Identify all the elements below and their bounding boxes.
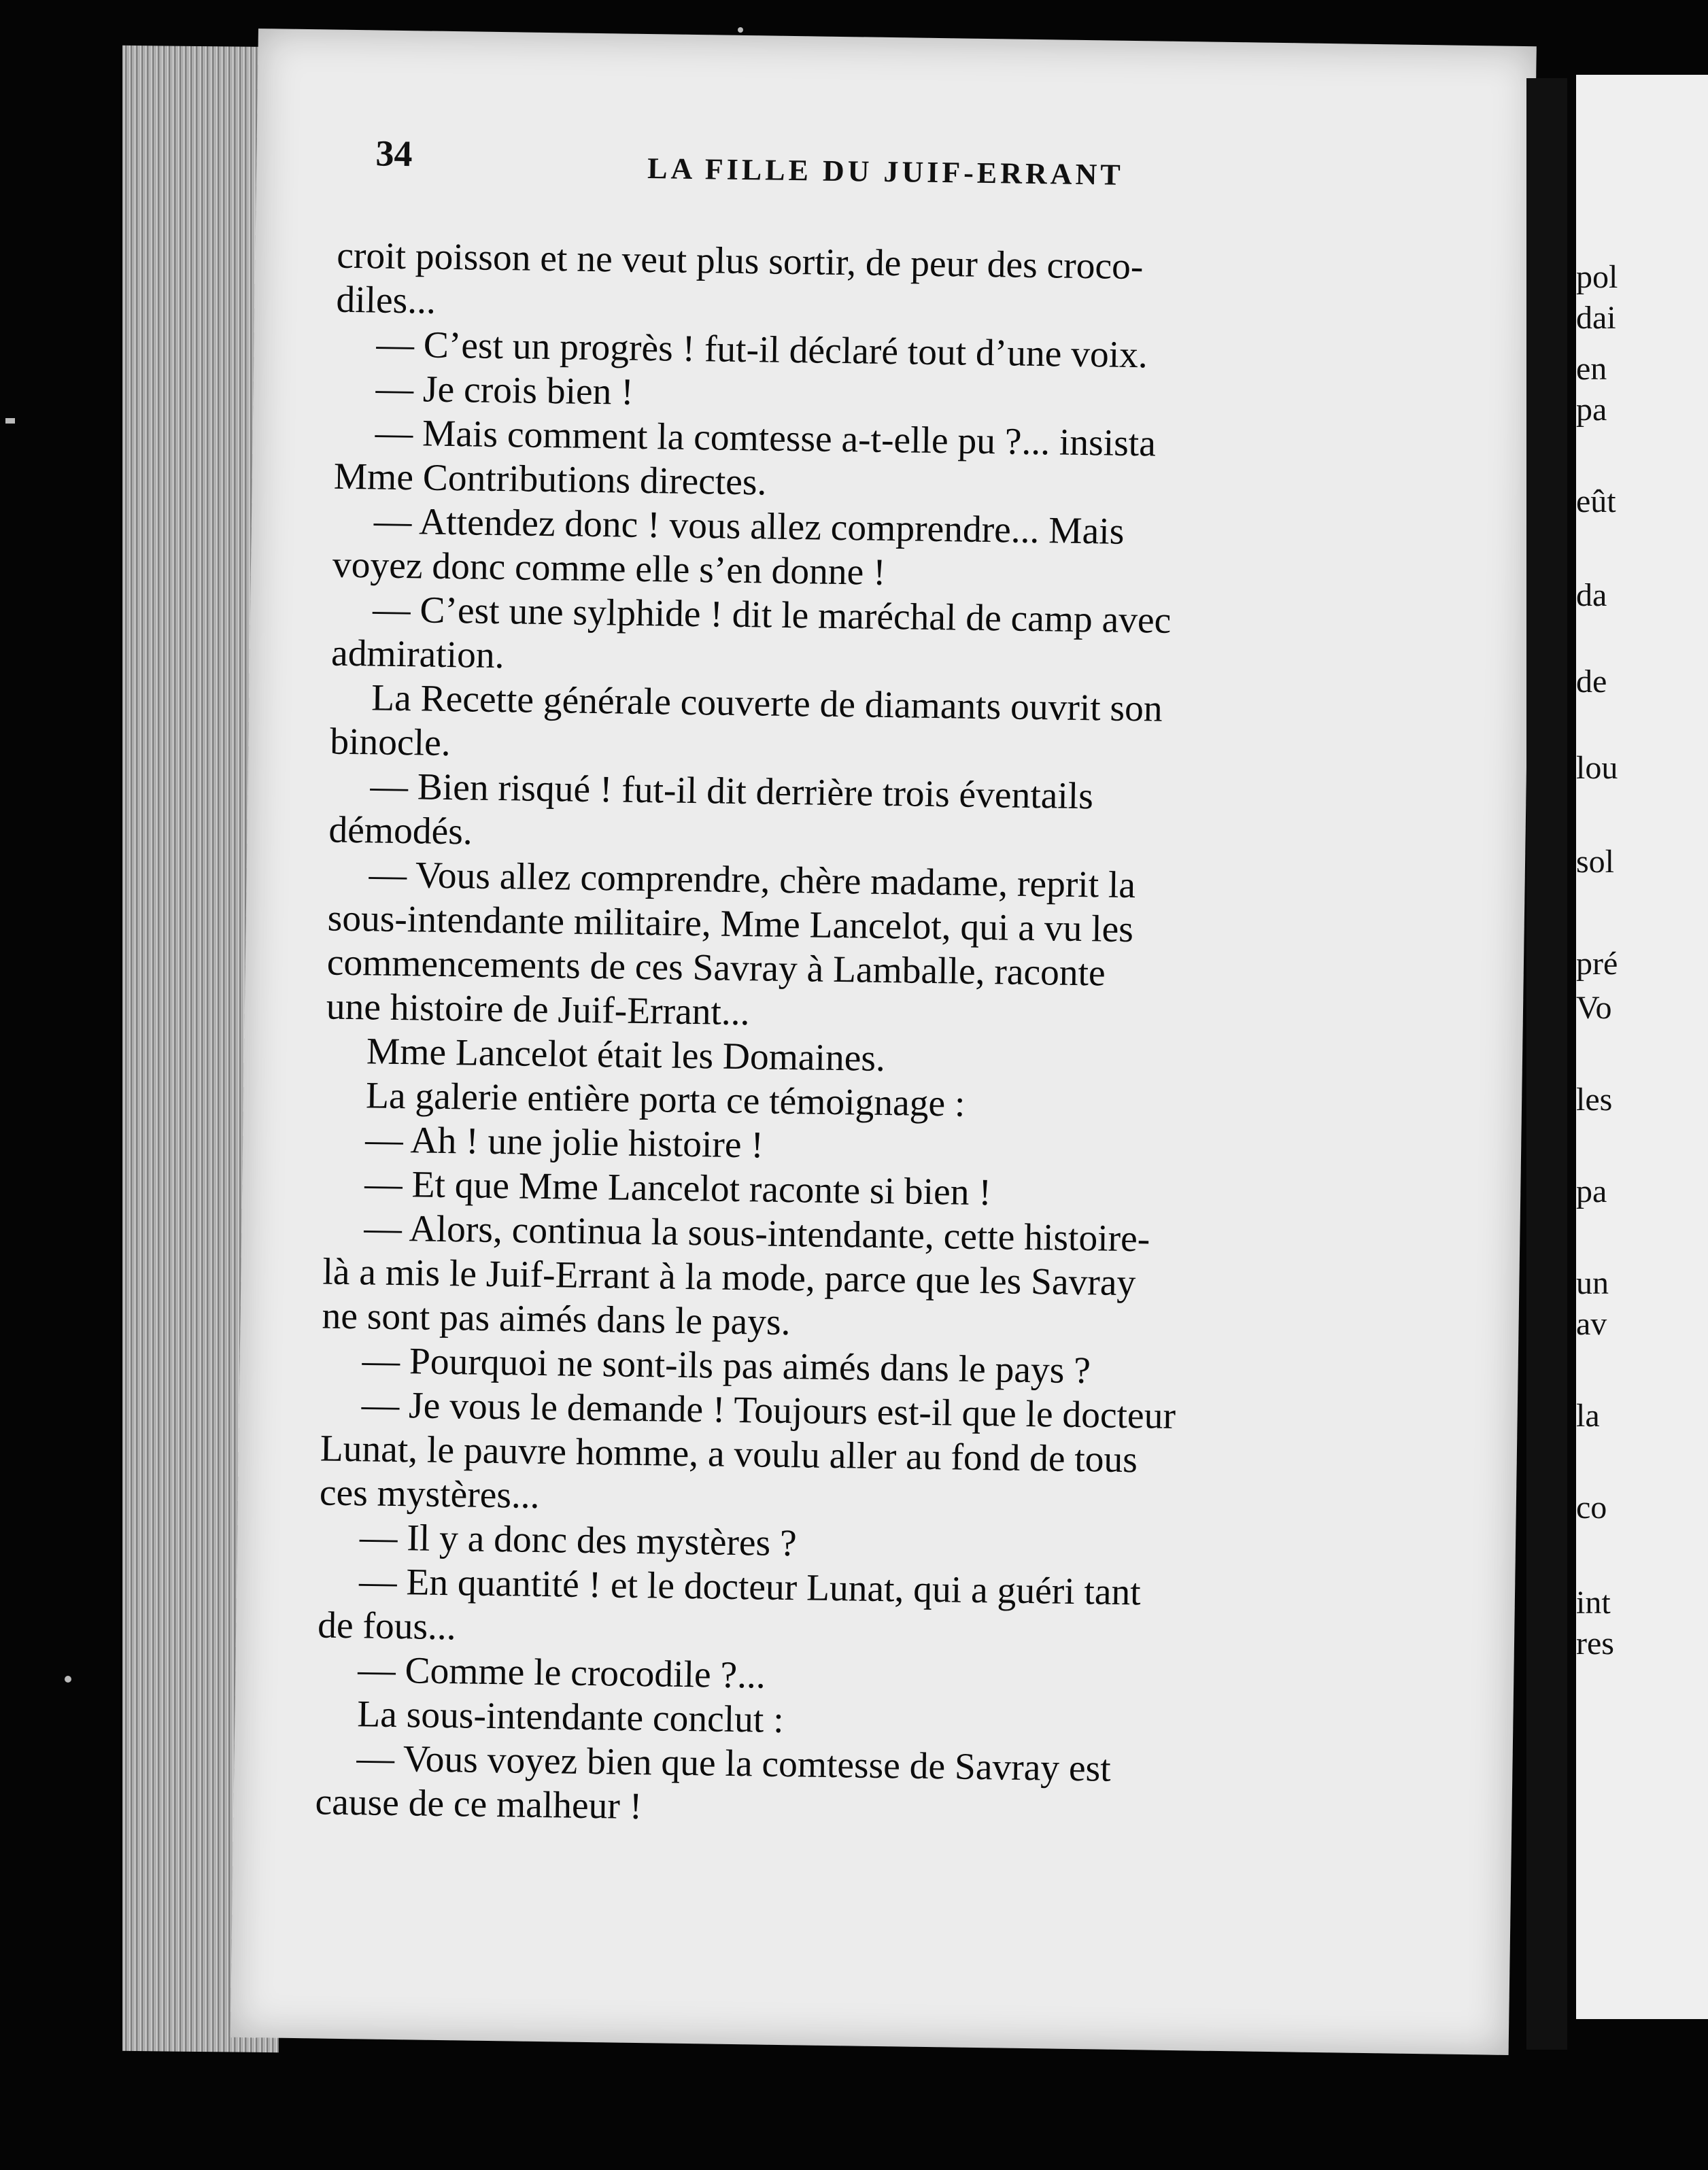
right-page-fragment: pa [1576, 1173, 1607, 1209]
right-page-fragment: les [1576, 1082, 1613, 1118]
text-line: — Je vous le demande ! Toujours est-il que le docteur [361, 1384, 1176, 1438]
text-line: — Alors, continua la sous-intendante, cette histoire- [363, 1207, 1150, 1260]
running-title: LA FILLE DU JUIF-ERRANT [647, 152, 1124, 192]
text-line: La sous-intendante conclut : [356, 1693, 785, 1742]
text-line: diles... [336, 279, 437, 322]
film-speck [738, 27, 743, 33]
right-page-fragment: dai [1576, 300, 1616, 336]
text-line: démodés. [328, 809, 473, 853]
film-speck [65, 1676, 71, 1683]
text-line: — Vous voyez bien que la comtesse de Savray est [356, 1738, 1112, 1790]
text-line: Mme Lancelot était les Domaines. [366, 1031, 886, 1080]
book-gutter [1526, 78, 1567, 2050]
right-page-fragment: sol [1576, 844, 1615, 880]
right-page-fragment: un [1576, 1265, 1609, 1301]
text-line: — Vous allez comprendre, chère madame, reprit la [369, 854, 1136, 907]
right-page-fragment: co [1576, 1489, 1607, 1526]
text-line: une histoire de Juif-Errant... [326, 986, 750, 1034]
left-page [230, 29, 1537, 2055]
text-line: — C’est un progrès ! fut-il déclaré tout d’une voix. [376, 324, 1148, 377]
right-page-fragment: pré [1576, 946, 1618, 982]
text-line: La Recette générale couverte de diamants ouvrit son [371, 677, 1163, 730]
right-page-fragment: en [1576, 351, 1607, 387]
right-page-fragment: de [1576, 664, 1607, 700]
text-line: binocle. [329, 721, 451, 765]
text-line: — Mais comment la comtesse a-t-elle pu ?... insista [375, 412, 1157, 465]
right-page-fragment: Vo [1576, 990, 1612, 1026]
right-page-fragment: res [1576, 1625, 1614, 1661]
text-line: — Ah ! une jolie histoire ! [364, 1119, 764, 1167]
running-header [375, 132, 1437, 208]
text-line: commencements de ces Savray à Lamballe, raconte [326, 942, 1106, 995]
text-line: — En quantité ! et le docteur Lunat, qui a guéri tant [358, 1561, 1142, 1614]
right-page-fragment: int [1576, 1585, 1611, 1621]
text-line: — Comme le crocodile ?... [357, 1649, 766, 1697]
text-line: admiration. [330, 632, 505, 677]
text-line: croit poisson et ne veut plus sortir, de peur des croco- [336, 235, 1144, 288]
right-page-fragment: da [1576, 577, 1607, 613]
text-line: là a mis le Juif-Errant à la mode, parce que les Savray [322, 1251, 1136, 1305]
text-line: — Je crois bien ! [375, 368, 634, 413]
right-page-fragment: eût [1576, 483, 1616, 519]
text-line: voyez donc comme elle s’en donne ! [332, 544, 887, 593]
text-line: La galerie entière porta ce témoignage : [365, 1075, 966, 1125]
text-line: ces mystères... [319, 1472, 540, 1517]
text-line: — Il y a donc des mystères ? [359, 1517, 798, 1565]
right-page-fragment: la [1576, 1398, 1600, 1434]
text-line: — C’est une sylphide ! dit le maréchal de camp avec [372, 589, 1172, 642]
right-page-fragment: pa [1576, 392, 1607, 428]
right-page-fragment: av [1576, 1306, 1607, 1342]
text-line: — Bien risqué ! fut-il dit derrière trois éventails [370, 765, 1094, 818]
text-line: Mme Contributions directes. [333, 455, 767, 504]
text-line: Lunat, le pauvre homme, a voulu aller au fond de tous [320, 1428, 1138, 1481]
right-page [1576, 75, 1708, 2019]
text-line: de fous... [317, 1604, 457, 1649]
film-speck [5, 418, 15, 424]
text-line: ne sont pas aimés dans le pays. [322, 1295, 791, 1344]
page-number: 34 [375, 133, 413, 175]
text-line: cause de ce malheur ! [315, 1781, 643, 1828]
text-line: — Et que Mme Lancelot raconte si bien ! [364, 1163, 992, 1214]
right-page-fragment: pol [1576, 259, 1618, 295]
text-line: — Attendez donc ! vous allez comprendre... Mais [373, 500, 1125, 553]
right-page-fragment: lou [1576, 750, 1618, 786]
body-text [315, 234, 1412, 1840]
text-line: — Pourquoi ne sont-ils pas aimés dans le pays ? [362, 1340, 1091, 1392]
text-line: sous-intendante militaire, Mme Lancelot, qui a vu les [327, 897, 1134, 951]
